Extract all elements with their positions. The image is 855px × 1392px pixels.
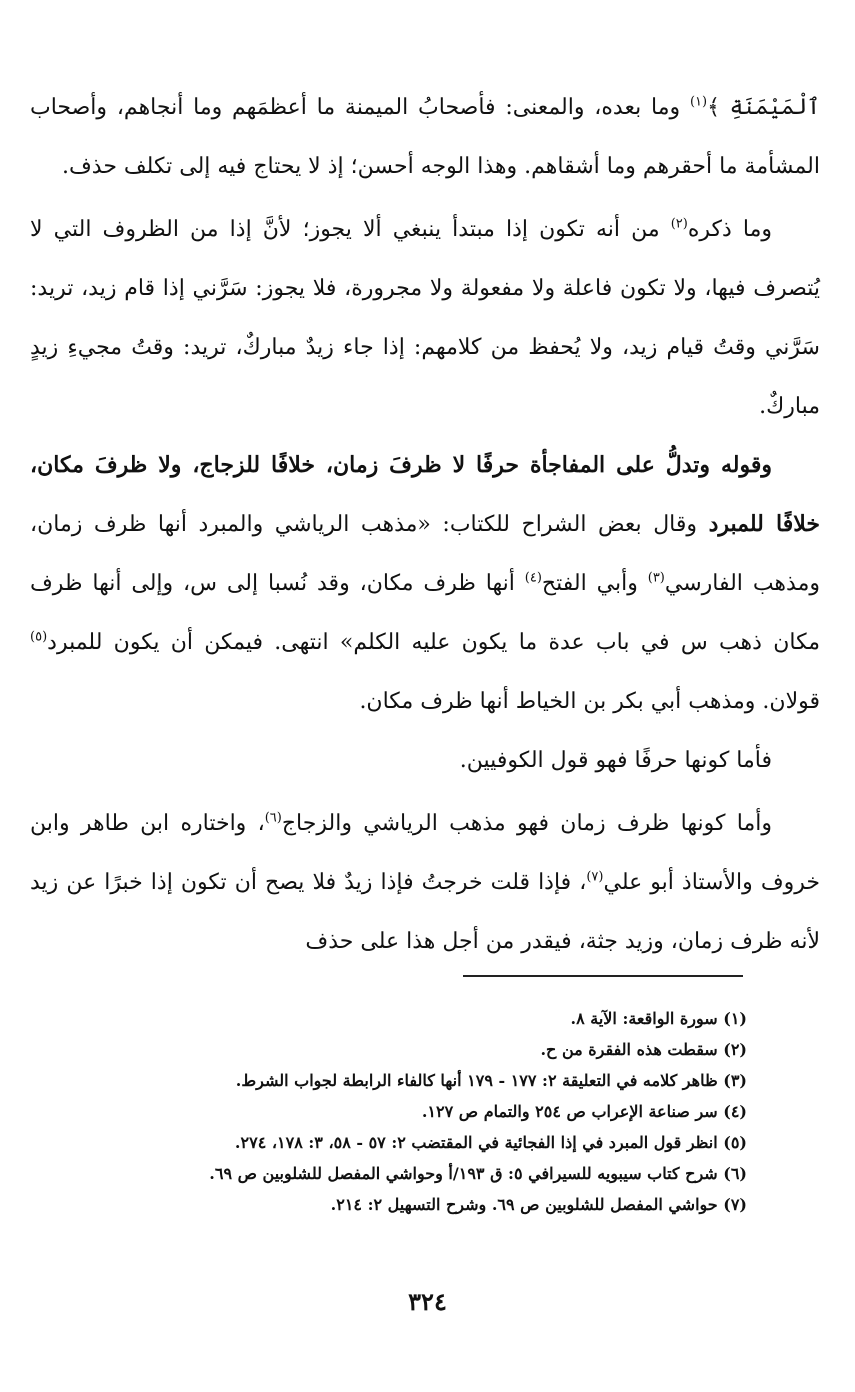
footnote-ref-3: (٣)	[647, 570, 665, 586]
paragraph-3-bold-lemma: وقوله وتدلُّ على المفاجأة حرفًا لا ظرفَ زمان، خلافًا للزجاج، ولا ظرفَ مكان، خلافًا للمبرد	[30, 452, 821, 537]
paragraph-1-text: وما بعده، والمعنى: فأصحابُ الميمنة ما أعظمَهم وما أنجاهم، وأصحاب المشأمة ما أحقرهم وما أشقاهم. وهذا الوجه أحسن؛ إذ لا يحتاج فيه إلى تكلف حذف.	[30, 95, 820, 179]
footnote-ref-4: (٤)	[524, 570, 542, 586]
paragraph-3-text-a: وقال بعض الشراح للكتاب: «مذهب الرياشي والمبرد أنها ظرف زمان، ومذهب الفارسي	[30, 512, 820, 596]
paragraph-5-text-a: وأما كونها ظرف زمان فهو مذهب الرياشي والزجاج	[281, 811, 772, 836]
footnote-2: (٢) سقطت هذه الفقرة من ح.	[540, 1040, 747, 1059]
footnotes	[47, 1003, 747, 1220]
paragraph-2-text-b: من أنه تكون إذا مبتدأ ينبغي ألا يجوز؛ لأنَّ إذا من الظروف التي لا يُتصرف فيها، ولا تكون فاعلة ولا مفعولة ولا مجرورة، فلا يجوز: سَرَّني إذا قام زيد، تريد: سَرَّني وقتُ قيام زيد، ولا يُحفظ من كلامهم: إذا جاء زيدٌ مباركٌ، تريد: وقتُ مجيءِ زيدٍ مباركٌ.	[30, 217, 820, 419]
paragraph-3-text-d: قولان. ومذهب أبي بكر بن الخياط أنها ظرف مكان.	[359, 689, 820, 714]
paragraph-1	[30, 78, 820, 196]
footnote-5: (٥) انظر قول المبرد في إذا الفجائية في المقتضب ٢: ٥٧ - ٥٨، ٣: ١٧٨، ٢٧٤.	[234, 1133, 747, 1152]
footnote-4: (٤) سر صناعة الإعراب ص ٢٥٤ والتمام ص ١٢٧.	[421, 1102, 747, 1121]
paragraph-5-text-b: ، واختاره ابن طاهر وابن خروف والأستاذ أبو علي	[30, 811, 820, 895]
paragraph-4-text: فأما كونها حرفًا فهو قول الكوفيين.	[459, 748, 772, 773]
footnote-3: (٣) ظاهر كلامه في التعليقة ٢: ١٧٧ - ١٧٩ أنها كالفاء الرابطة لجواب الشرط.	[235, 1071, 747, 1090]
footnote-ref-7: (٧)	[586, 869, 604, 885]
footnote-ref-1: (١)	[689, 94, 708, 110]
paragraph-5-text-c: ، فإذا قلت خرجتُ فإذا زيدٌ فلا يصح أن تكون إذا خبرًا عن زيد لأنه ظرف زمان، وزيد جثة، فيقدر من أجل هذا على حذف	[30, 870, 820, 954]
paragraph-5	[30, 794, 820, 971]
paragraph-2-text-a: وما ذكره	[687, 217, 772, 242]
paragraph-3-text-c: أنها ظرف مكان، وقد نُسبا إلى س، وإلى أنها ظرف مكان ذهب س في باب عدة ما يكون عليه الكلم» انتهى. فيمكن أن يكون للمبرد	[30, 571, 820, 655]
paragraph-3	[30, 436, 820, 731]
page-number: ٣٢٤	[408, 1287, 447, 1316]
paragraph-3-text-b: وأبي الفتح	[541, 571, 648, 596]
footnote-1: (١) سورة الواقعة: الآية ٨.	[570, 1009, 747, 1028]
footnote-6: (٦) شرح كتاب سيبويه للسيرافي ٥: ق ١٩٣/أ وحواشي المفصل للشلوبين ص ٦٩.	[209, 1164, 747, 1183]
footnote-7: (٧) حواشي المفصل للشلوبين ص ٦٩. وشرح التسهيل ٢: ٢١٤.	[330, 1195, 747, 1214]
footnote-separator	[463, 975, 743, 977]
footnote-ref-2: (٢)	[670, 216, 688, 232]
footnote-ref-6: (٦)	[264, 810, 282, 826]
quran-word: ٱلْمَيْمَنَةِ ﴾	[707, 95, 821, 120]
paragraph-4	[30, 731, 820, 790]
main-text	[30, 78, 820, 971]
footnote-ref-5: (٥)	[30, 629, 48, 645]
paragraph-2	[30, 200, 820, 436]
